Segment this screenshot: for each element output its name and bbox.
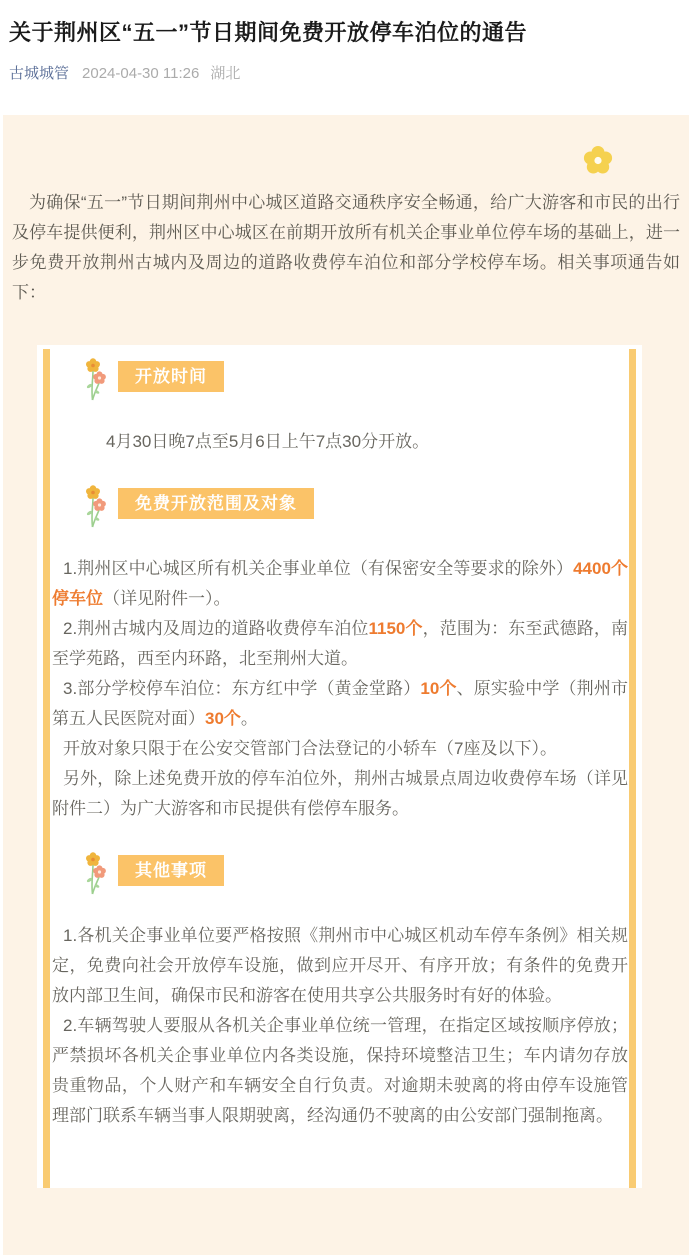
- highlight-number: 30个: [205, 709, 241, 728]
- section-paragraph: [52, 674, 628, 734]
- paragraph-text: 开放对象只限于在公安交管部门合法登记的小轿车（7座及以下）。: [63, 739, 557, 758]
- article-page: [0, 18, 692, 1255]
- paragraph-text: 2.荆州古城内及周边的道路收费停车泊位: [63, 619, 369, 638]
- highlight-number: 10个: [420, 679, 457, 698]
- publish-location: 湖北: [210, 65, 241, 82]
- paragraph-text: 2.车辆驾驶人要服从各机关企事业单位统一管理，在指定区域按顺序停放；严禁损坏各机关企事业单位内各类设施，保持环境整洁卫生；车内请勿存放贵重物品，个人财产和车辆安全自行负责。对逾期未驶离的将由停车设施管理部门联系车辆当事人限期驶离，经沟通仍不驶离的由公安部门强制拖离。: [52, 1016, 628, 1125]
- paragraph-text: 1.各机关企事业单位要严格按照《荆州市中心城区机动车停车条例》相关规定，免费向社会开放停车设施，做到应开尽开、有序开放；有条件的免费开放内部卫生间，确保市民和游客在使用共享公共服务时有好的体验。: [52, 926, 628, 1005]
- section-header: [86, 358, 628, 402]
- right-border-bar: [629, 349, 636, 1188]
- flower-bouquet-icon: [86, 358, 106, 402]
- section-header: [86, 852, 628, 896]
- paragraph-text: 、原实验中学（荆州市第五人民医院对面）: [52, 679, 628, 728]
- left-border-bar: [43, 349, 50, 1188]
- account-name-link[interactable]: 古城城管: [9, 65, 70, 82]
- flower-bouquet-icon: [86, 485, 106, 529]
- sections-container: [52, 358, 628, 1131]
- paragraph-text: 。: [240, 709, 258, 728]
- article-title: 关于荆州区“五一”节日期间免费开放停车泊位的通告: [9, 20, 528, 45]
- highlight-number: 1150个: [368, 619, 423, 638]
- content-panel: [3, 115, 689, 1255]
- section-badge: 开放时间: [118, 361, 224, 392]
- paragraph-text: （详见附件一）。: [103, 589, 231, 608]
- publish-timestamp: 2024-04-30 11:26: [82, 65, 200, 82]
- highlight-number: 4400个停车位: [52, 559, 628, 608]
- intro-paragraph: 为确保“五一”节日期间荆州中心城区道路交通秩序安全畅通，给广大游客和市民的出行及停车提供便利，荆州区中心城区在前期开放所有机关企事业单位停车场的基础上，进一步免费开放荆州古城内及周边的道路收费停车泊位和部分学校停车场。相关事项通告如下：: [12, 193, 680, 302]
- paragraph-text: 1.荆州区中心城区所有机关企事业单位（有保密安全等要求的除外）: [63, 559, 574, 578]
- notice-box: [37, 345, 642, 1188]
- section-paragraph: [52, 764, 628, 824]
- section-paragraph: [52, 554, 628, 614]
- section-paragraph: [52, 1011, 628, 1131]
- corner-flower-icon: [583, 146, 613, 176]
- section-badge: 其他事项: [118, 855, 224, 886]
- byline: [9, 63, 683, 84]
- flower-bouquet-icon: [86, 852, 106, 896]
- paragraph-text: ，范围为：东至武德路，南至学苑路，西至内环路，北至荆州大道。: [52, 619, 629, 668]
- section-badge: 免费开放范围及对象: [118, 488, 314, 519]
- section-paragraph: [52, 614, 628, 674]
- section-paragraph: [52, 734, 628, 764]
- section-paragraph: [52, 921, 628, 1011]
- section-paragraph: [52, 427, 628, 457]
- paragraph-text: 3.部分学校停车泊位：东方红中学（黄金堂路）: [63, 679, 421, 698]
- paragraph-text: 另外，除上述免费开放的停车泊位外，荆州古城景点周边收费停车场（详见附件二）为广大游客和市民提供有偿停车服务。: [52, 769, 628, 818]
- section-header: [86, 485, 628, 529]
- paragraph-text: 4月30日晚7点至5月6日上午7点30分开放。: [106, 432, 430, 451]
